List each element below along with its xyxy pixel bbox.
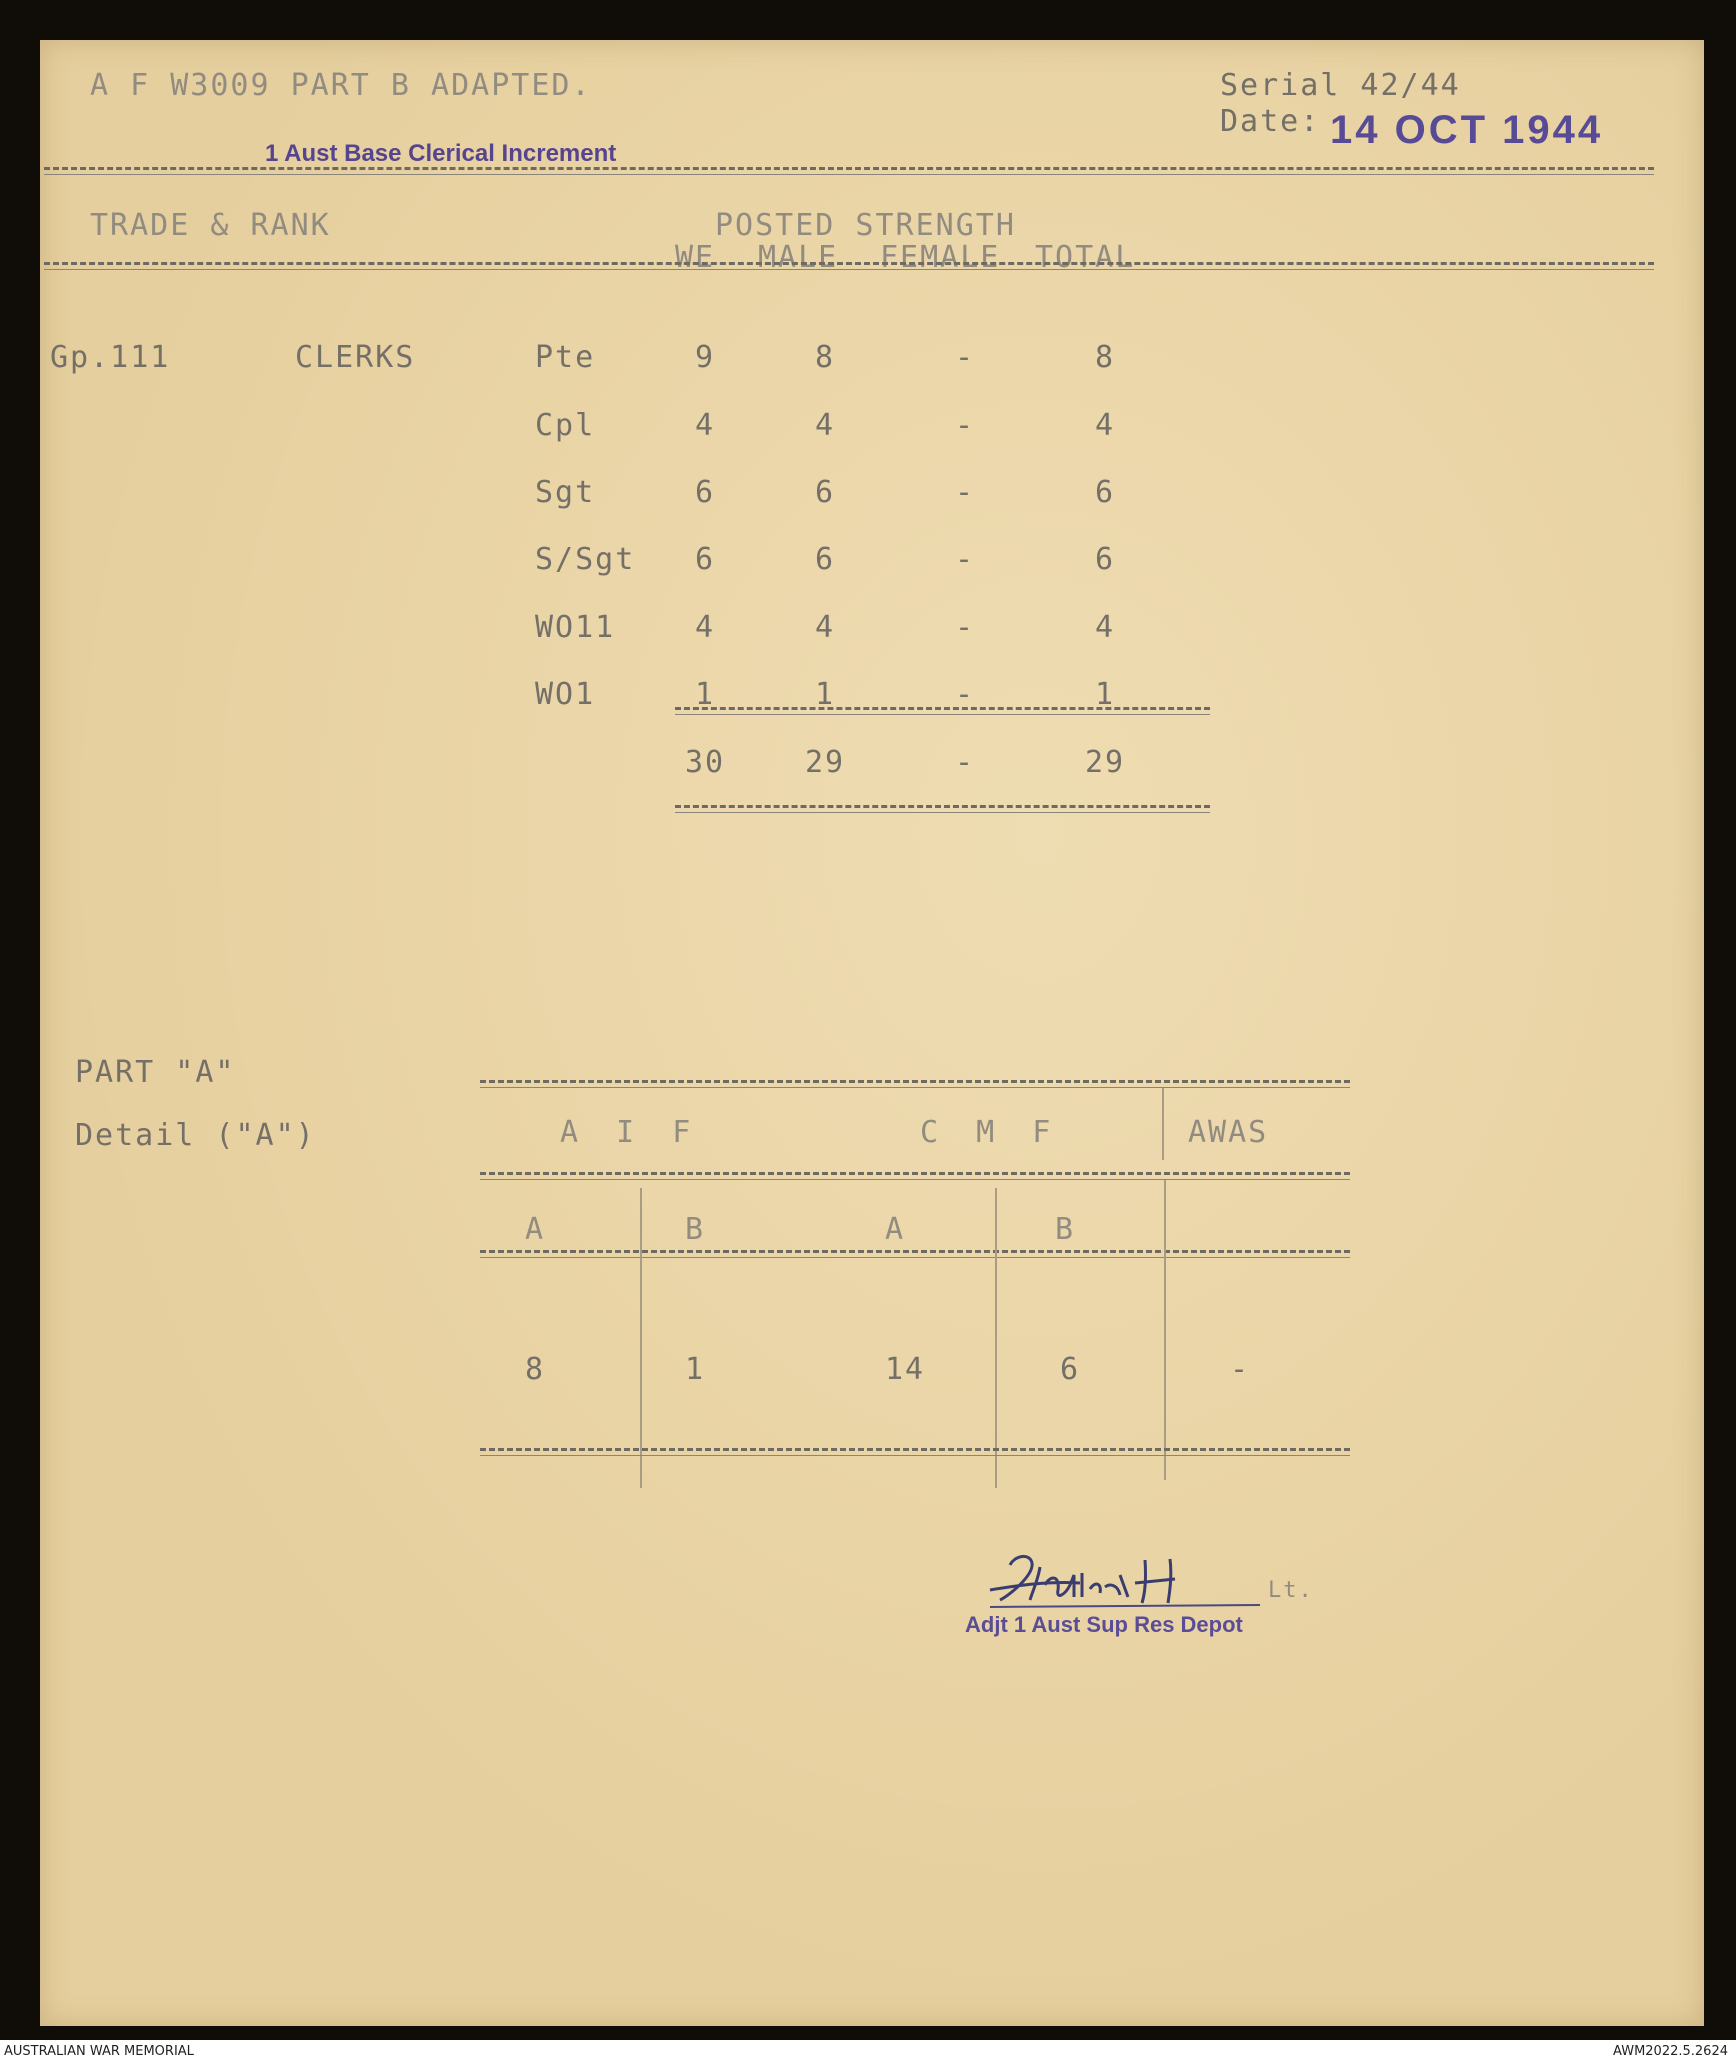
cmf-b-heading: B [1054, 1212, 1076, 1247]
archive-reference: AWM2022.5.2624 [1613, 2044, 1728, 2059]
female-cell: - [954, 475, 976, 510]
subtotal-rule [675, 707, 1210, 715]
female-cell: - [954, 340, 976, 375]
we-total: 30 [684, 745, 726, 780]
female-total: - [954, 745, 976, 780]
part-a-detail: Detail ("A") [75, 1118, 316, 1153]
archive-credit: AUSTRALIAN WAR MEMORIAL [4, 2044, 194, 2059]
date-stamp: 14 OCT 1944 [1330, 108, 1604, 152]
aif-b-heading: B [684, 1212, 706, 1247]
part-a-subhead-rule [480, 1250, 1350, 1258]
part-a-bottom-rule [480, 1448, 1350, 1456]
part-a-top-rule [480, 1080, 1350, 1088]
column-heading-rule [44, 262, 1654, 270]
date-label: Date: [1220, 104, 1321, 139]
rank-cell: WO1 [535, 677, 596, 712]
trade-name: CLERKS [295, 340, 416, 375]
male-cell: 1 [814, 677, 836, 712]
total-cell: 4 [1094, 610, 1116, 645]
aif-a-value: 8 [524, 1352, 546, 1387]
signature-rank: Lt. [1268, 1578, 1314, 1603]
total-rule [675, 805, 1210, 813]
awas-value: - [1229, 1352, 1251, 1387]
form-title: A F W3009 PART B ADAPTED. [90, 68, 592, 103]
trade-rank-heading: TRADE & RANK [90, 208, 331, 243]
column-divider [1164, 1180, 1166, 1480]
we-cell: 6 [694, 542, 716, 577]
female-cell: - [954, 542, 976, 577]
rank-cell: Cpl [535, 408, 596, 443]
cmf-b-value: 6 [1059, 1352, 1081, 1387]
total-cell: 8 [1094, 340, 1116, 375]
we-cell: 9 [694, 340, 716, 375]
male-cell: 8 [814, 340, 836, 375]
trade-group: Gp.111 [50, 340, 171, 375]
posted-strength-heading: POSTED STRENGTH [715, 208, 1016, 243]
total-heading: TOTAL [1035, 240, 1136, 275]
rank-cell: Pte [535, 340, 596, 375]
column-divider [640, 1188, 642, 1488]
part-a-title: PART "A" [75, 1055, 236, 1090]
column-divider [995, 1188, 997, 1488]
male-cell: 6 [814, 542, 836, 577]
header-rule [44, 167, 1654, 175]
rank-cell: WO11 [535, 610, 616, 645]
rank-cell: Sgt [535, 475, 596, 510]
male-cell: 6 [814, 475, 836, 510]
awas-divider [1162, 1088, 1164, 1160]
we-cell: 4 [694, 610, 716, 645]
we-cell: 4 [694, 408, 716, 443]
signatory-title-stamp: Adjt 1 Aust Sup Res Depot [965, 1612, 1243, 1637]
serial-number: Serial 42/44 [1220, 68, 1461, 103]
document-page [40, 40, 1704, 2026]
aif-a-heading: A [524, 1212, 546, 1247]
female-cell: - [954, 610, 976, 645]
total-cell: 6 [1094, 542, 1116, 577]
cmf-heading: C M F [920, 1115, 1061, 1150]
total-cell: 6 [1094, 475, 1116, 510]
cmf-a-value: 14 [884, 1352, 926, 1387]
male-cell: 4 [814, 610, 836, 645]
we-cell: 1 [694, 677, 716, 712]
awas-heading: AWAS [1188, 1115, 1269, 1150]
aif-b-value: 1 [684, 1352, 706, 1387]
part-a-group-rule [480, 1172, 1350, 1180]
female-cell: - [954, 677, 976, 712]
female-cell: - [954, 408, 976, 443]
rank-cell: S/Sgt [535, 542, 636, 577]
unit-stamp: 1 Aust Base Clerical Increment [265, 140, 617, 167]
male-cell: 4 [814, 408, 836, 443]
total-cell: 1 [1094, 677, 1116, 712]
we-cell: 6 [694, 475, 716, 510]
aif-heading: A I F [560, 1115, 701, 1150]
female-heading: FEMALE [880, 240, 1001, 275]
male-total: 29 [804, 745, 846, 780]
total-cell: 4 [1094, 408, 1116, 443]
cmf-a-heading: A [884, 1212, 906, 1247]
grand-total: 29 [1084, 745, 1126, 780]
we-heading: WE [675, 240, 716, 275]
male-heading: MALE [758, 240, 839, 275]
